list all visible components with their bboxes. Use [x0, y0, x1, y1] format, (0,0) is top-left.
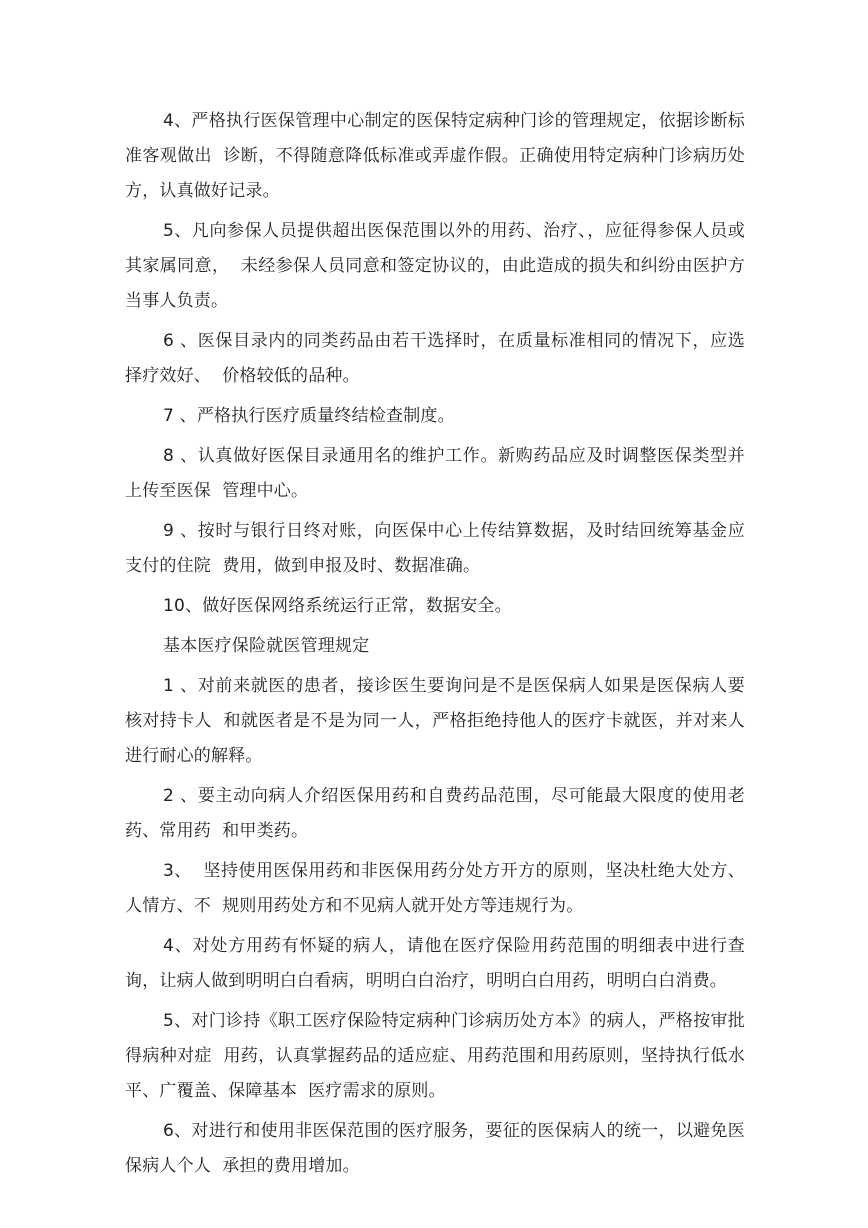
- paragraph-10: 3、 坚持使用医保用药和非医保用药分处方开方的原则，坚决杜绝大处方、人情方、不 规则用药处方和不见病人就开处方等违规行为。: [125, 861, 745, 916]
- paragraph-2: 5、凡向参保人员提供超出医保范围以外的用药、治疗、，应征得参保人员或其家属同意， 未经参保人员同意和签定协议的，由此造成的损失和纠纷由医护方当事人负责。: [125, 221, 745, 311]
- paragraph-8: 1 、对前来就医的患者，接诊医生要询问是不是医保病人如果是医保病人要核对持卡人 和就医者是不是为同一人，严格拒绝持他人的医疗卡就医，并对来人进行耐心的解释。: [125, 676, 745, 766]
- paragraph-12: 5、对门诊持《职工医疗保险特定病种门诊病历处方本》的病人，严格按审批得病种对症 用药，认真掌握药品的适应症、用药范围和用药原则，坚持执行低水平、广覆盖、保障基本 医疗需求的原则。: [125, 1011, 745, 1101]
- section-heading: 基本医疗保险就医管理规定: [163, 636, 370, 656]
- paragraph-11: 4、对处方用药有怀疑的病人，请他在医疗保险用药范围的明细表中进行查询，让病人做到明明白白看病，明明白白治疗，明明白白用药，明明白白消费。: [125, 936, 745, 991]
- paragraph-7: 10、做好医保网络系统运行正常，数据安全。: [163, 596, 512, 616]
- paragraph-3: 6 、医保目录内的同类药品由若干选择时，在质量标准相同的情况下，应选择疗效好、 价格较低的品种。: [125, 331, 745, 386]
- paragraph-6: 9 、按时与银行日终对账，向医保中心上传结算数据，及时结回统筹基金应支付的住院 费用，做到申报及时、数据准确。: [125, 521, 745, 576]
- paragraph-4: 7 、严格执行医疗质量终结检查制度。: [163, 406, 455, 426]
- paragraph-9: 2 、要主动向病人介绍医保用药和自费药品范围，尽可能最大限度的使用老药、常用药 和甲类药。: [125, 786, 745, 841]
- paragraph-1: 4、严格执行医保管理中心制定的医保特定病种门诊的管理规定，依据诊断标准客观做出 诊断，不得随意降低标准或弄虚作假。正确使用特定病种门诊病历处方，认真做好记录。: [125, 111, 745, 201]
- paragraph-13: 6、对进行和使用非医保范围的医疗服务，要征的医保病人的统一，以避免医保病人个人 承担的费用增加。: [125, 1121, 745, 1176]
- paragraph-5: 8 、认真做好医保目录通用名的维护工作。新购药品应及时调整医保类型并上传至医保 管理中心。: [125, 446, 745, 501]
- document-body: [125, 104, 745, 1189]
